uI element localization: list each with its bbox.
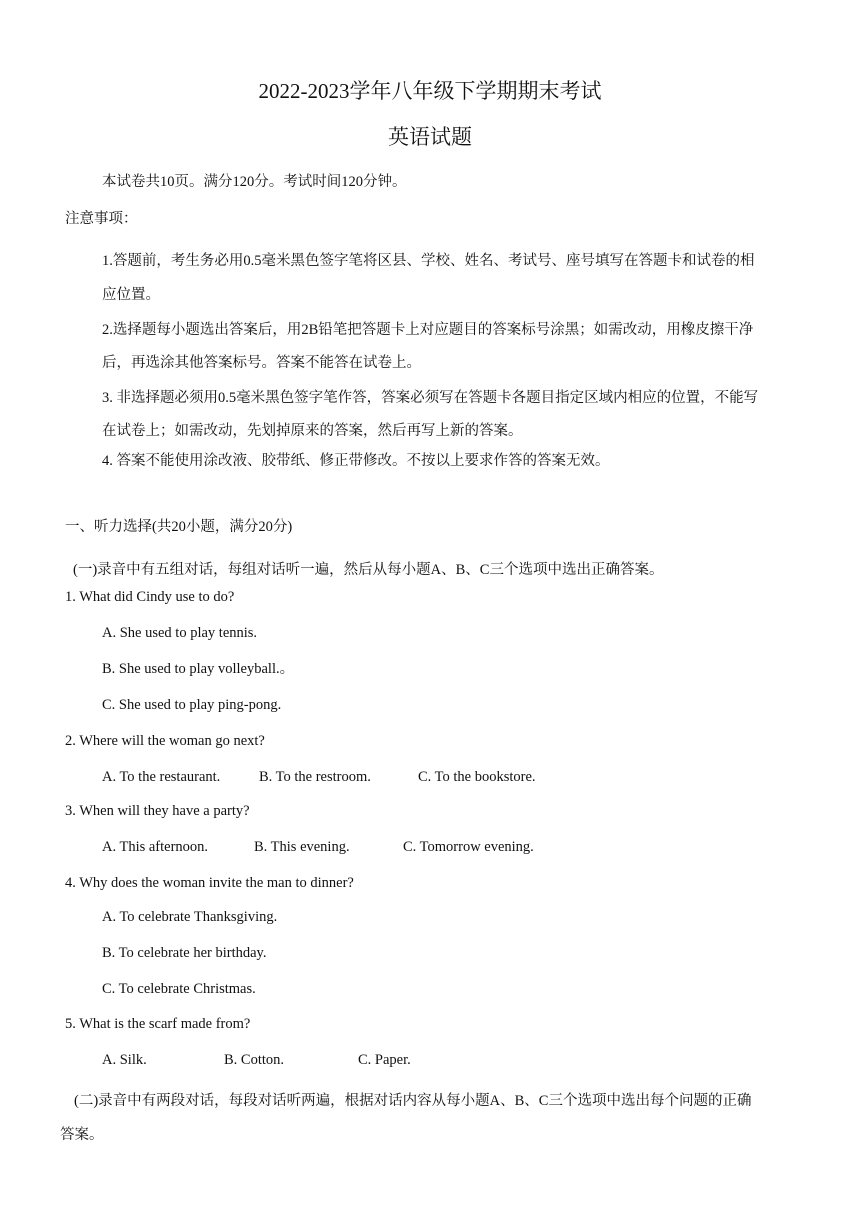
note-3-line-2: 在试卷上；如需改动，先划掉原来的答案，然后再写上新的答案。 xyxy=(102,423,523,439)
question-2-option-b: B. To the restroom. xyxy=(259,769,371,785)
note-1-line-1: 1.答题前，考生务必用0.5毫米黑色签字笔将区县、学校、姓名、考试号、座号填写在答题卡和试卷的相 xyxy=(102,253,755,269)
question-5-option-b: B. Cotton. xyxy=(224,1052,285,1068)
question-5: 5. What is the scarf made from? xyxy=(65,1016,251,1032)
question-2-option-c: C. To the bookstore. xyxy=(418,769,536,785)
question-2-option-a: A. To the restaurant. xyxy=(102,769,221,785)
part-2-instruction-line-2: 答案。 xyxy=(60,1127,104,1143)
question-4: 4. Why does the woman invite the man to dinner? xyxy=(65,875,354,891)
exam-title: 2022-2023学年八年级下学期期末考试 xyxy=(258,79,602,103)
question-3-option-a: A. This afternoon. xyxy=(102,839,209,855)
question-4-option-c: C. To celebrate Christmas. xyxy=(102,981,256,997)
part-1-instruction: (一)录音中有五组对话，每组对话听一遍，然后从每小题A、B、C三个选项中选出正确答案。 xyxy=(73,562,664,578)
question-1-option-a: A. She used to play tennis. xyxy=(102,625,258,641)
question-1-option-b: B. She used to play volleyball.。 xyxy=(102,661,295,677)
question-1: 1. What did Cindy use to do? xyxy=(65,589,235,605)
question-5-option-c: C. Paper. xyxy=(358,1052,411,1068)
question-4-option-a: A. To celebrate Thanksgiving. xyxy=(102,909,278,925)
question-3-option-c: C. Tomorrow evening. xyxy=(403,839,534,855)
exam-intro: 本试卷共10页。满分120分。考试时间120分钟。 xyxy=(102,174,407,190)
note-3-line-1: 3. 非选择题必须用0.5毫米黑色签字笔作答，答案必须写在答题卡各题目指定区域内相应的位置，不能写 xyxy=(102,390,759,406)
question-1-option-c: C. She used to play ping-pong. xyxy=(102,697,282,713)
question-2: 2. Where will the woman go next? xyxy=(65,733,265,749)
note-1-line-2: 应位置。 xyxy=(102,287,160,303)
question-3: 3. When will they have a party? xyxy=(65,803,250,819)
notes-heading: 注意事项： xyxy=(65,211,138,227)
note-4: 4. 答案不能使用涂改液、胶带纸、修正带修改。不按以上要求作答的答案无效。 xyxy=(102,453,610,469)
exam-subtitle: 英语试题 xyxy=(388,125,472,149)
note-2-line-1: 2.选择题每小题选出答案后，用2B铅笔把答题卡上对应题目的答案标号涂黑；如需改动，用橡皮擦干净 xyxy=(102,322,754,338)
part-2-instruction-line-1: (二)录音中有两段对话，每段对话听两遍，根据对话内容从每小题A、B、C三个选项中选出每个问题的正确 xyxy=(74,1093,752,1109)
question-5-option-a: A. Silk. xyxy=(102,1052,147,1068)
section-heading: 一、听力选择(共20小题，满分20分) xyxy=(65,519,293,535)
note-2-line-2: 后，再选涂其他答案标号。答案不能答在试卷上。 xyxy=(102,355,421,371)
question-4-option-b: B. To celebrate her birthday. xyxy=(102,945,267,961)
question-3-option-b: B. This evening. xyxy=(254,839,350,855)
